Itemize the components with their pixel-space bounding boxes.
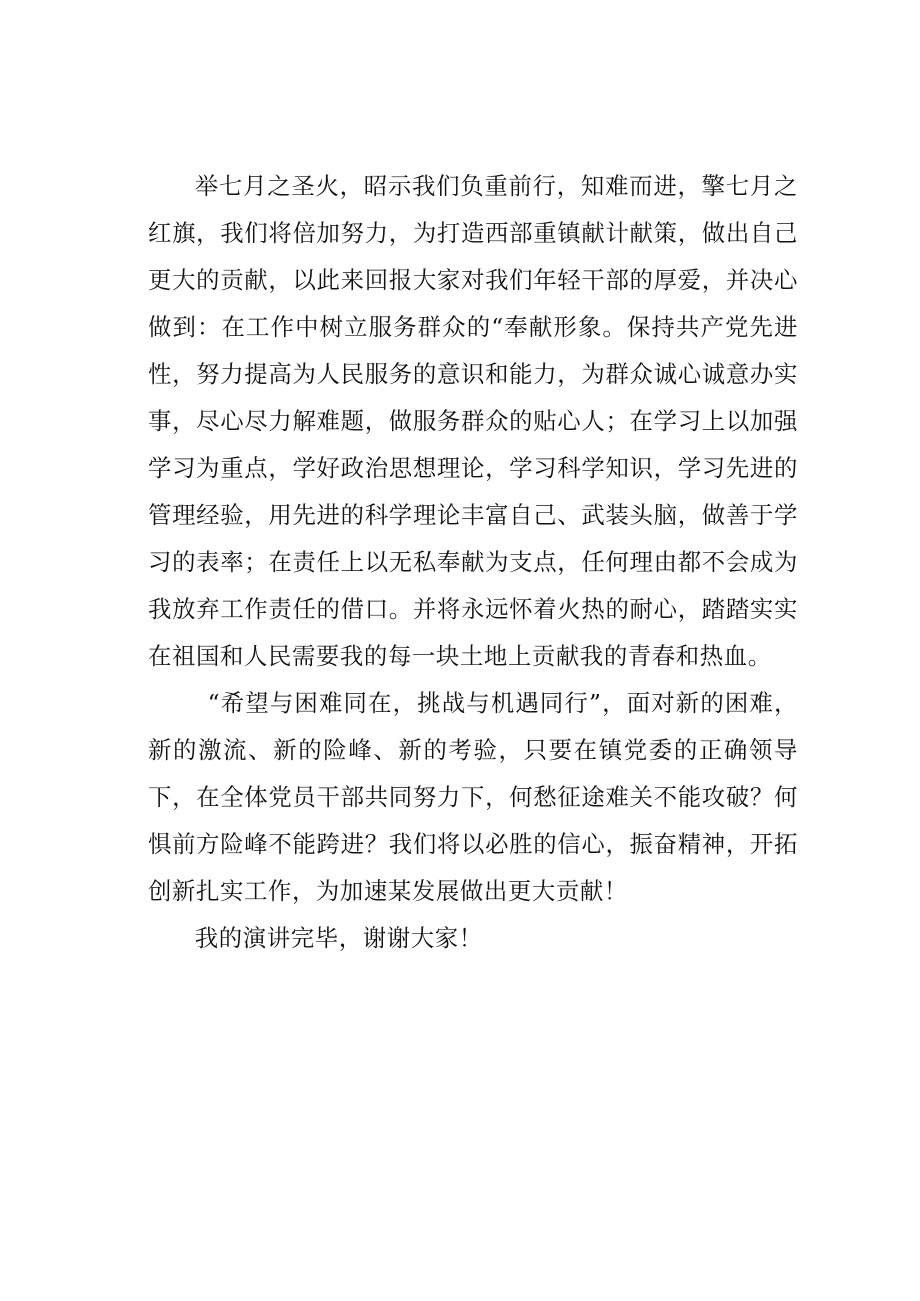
paragraph-closing: 我的演讲完毕，谢谢大家！ [194,924,483,952]
paragraph-hope: “希望与困难同在，挑战与机遇同行”，面对新的困难，新的激流、新的险峰、新的考验，只要在镇党委的正确领导下，在全体党员干部共同努力下，何愁征途难关不能攻破？何惧前方险峰不能跨进？我们将以必胜的信心，振奋精神，开拓创新扎实工作，为加速某发展做出更大贡献！ [148,689,798,905]
paragraph-commitment: 举七月之圣火，昭示我们负重前行，知难而进，擎七月之红旗，我们将倍加努力，为打造西部重镇献计献策，做出自己更大的贡献，以此来回报大家对我们年轻干部的厚爱，并决心做到：在工作中树立服务群众的“奉献形象。保持共产党先进性，努力提高为人民服务的意识和能力，为群众诚心诚意办实事，尽心尽力解难题，做服务群众的贴心人；在学习上以加强学习为重点，学好政治思想理论，学习科学知识，学习先进的管理经验，用先进的科学理论丰富自己、武装头脑，做善于学习的表率；在责任上以无私奉献为支点，任何理由都不会成为我放弃工作责任的借口。并将永远怀着火热的耐心，踏踏实实在祖国和人民需要我的每一块土地上贡献我的青春和热血。 [148,172,798,670]
document-body [148,163,798,962]
